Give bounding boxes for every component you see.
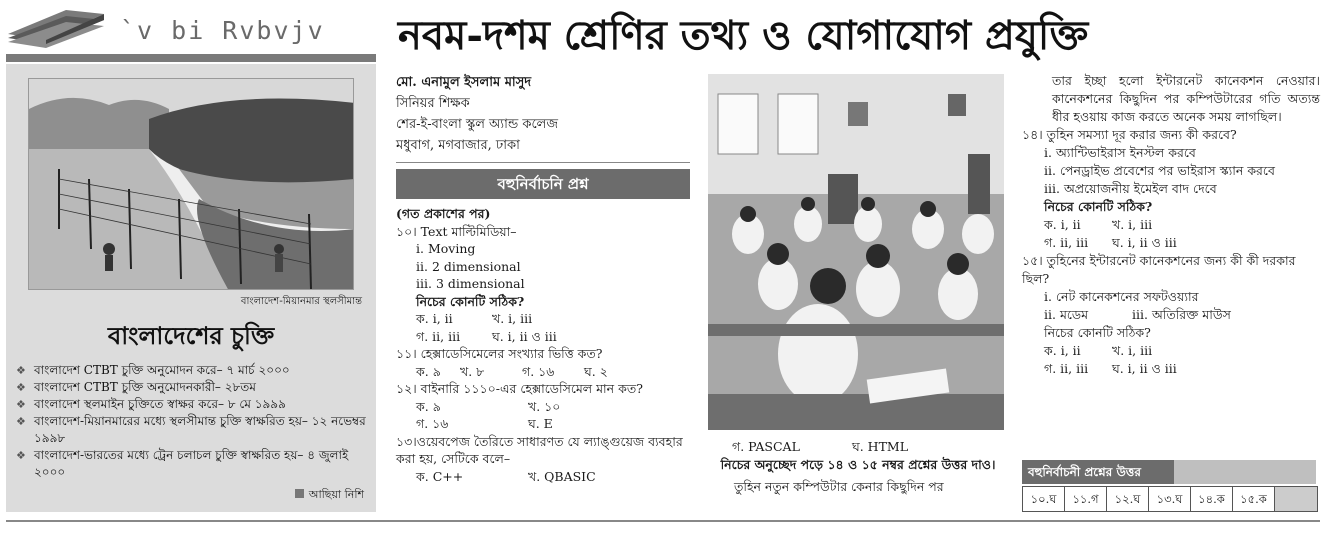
- author-name: মো. এনামুল ইসলাম মাসুদ: [396, 75, 532, 90]
- q14-item-i: i. অ্যান্টিভাইরাস ইনস্টল করবে: [1044, 145, 1196, 160]
- exam-classroom-image: [708, 74, 1004, 430]
- sidebar-panel: [6, 64, 376, 512]
- q10-option-c: গ. ii, iii: [416, 328, 461, 344]
- answer-cell-empty: [1275, 487, 1317, 511]
- border-landscape-image: [29, 79, 354, 290]
- q15-option-d: ঘ. i, ii ও iii: [1112, 361, 1177, 376]
- q10-options-row1: [396, 310, 690, 328]
- right-column: [1022, 72, 1320, 378]
- question-13: ১৩।ওয়েবপেজ তৈরিতে সাধারণত যে ল্যাঙ্গুয়েজ ব্যবহার করা হয়, সেটিকে বলে–: [396, 433, 683, 466]
- divider: [396, 162, 690, 163]
- q15-item-iii: iii. অতিরিক্ত মাউস: [1132, 307, 1231, 322]
- answer-cell: ১৫.ক: [1233, 487, 1275, 511]
- q15-item-i: i. নেট কানেকশনের সফটওয়্যার: [1044, 289, 1199, 304]
- treaty-heading: বাংলাদেশের চুক্তি: [107, 321, 275, 350]
- question-11: ১১। হেক্সাডেসিমেলের সংখ্যার ভিত্তি কত?: [396, 346, 603, 361]
- continued-note: (গত প্রকাশের পর): [396, 206, 491, 221]
- q11-options: [396, 363, 690, 381]
- q10-option-a: ক. i, ii: [416, 311, 453, 326]
- q10-option-b: খ. i, iii: [492, 311, 533, 326]
- list-item: ❖ বাংলাদেশ স্থলমাইন চুক্তিতে স্বাক্ষর করে– ৮ মে ১৯৯৯: [16, 396, 368, 413]
- sidebar-author-name: আছিয়া নিশি: [308, 488, 364, 501]
- bottom-divider: [6, 520, 1320, 522]
- masthead-word: `v bi Rvbvjv: [120, 16, 325, 45]
- q13-options-row1: [396, 468, 690, 486]
- q13-option-c: গ. PASCAL: [732, 439, 800, 454]
- list-item: ❖ বাংলাদেশ CTBT চুক্তি অনুমোদন করে– ৭ মার্চ ২০০০: [16, 362, 368, 379]
- answer-heading: বহুনির্বাচনী প্রশ্নের উত্তর: [1022, 460, 1174, 484]
- q12-option-c: গ. ১৬: [416, 416, 449, 431]
- q14-item-iii: iii. অপ্রয়োজনীয় ইমেইল বাদ দেবে: [1044, 181, 1217, 196]
- q14-options-row2: [1022, 234, 1320, 252]
- q11-option-d: ঘ. ২: [584, 363, 608, 379]
- question-10: ১০। Text মাল্টিমিডিয়া–: [396, 223, 517, 239]
- q10-options-row2: [396, 328, 690, 346]
- list-item: ❖ বাংলাদেশ-ভারতের মধ্যে ট্রেন চলাচল চুক্তি স্বাক্ষরিত হয়– ৪ জুলাই ২০০০: [16, 447, 368, 481]
- q15-options-row1: [1022, 342, 1320, 360]
- passage-continued: তার ইচ্ছা হলো ইন্টারনেট কানেকশন নেওয়ার। কানেকশনের কিছুদিন পর কম্পিউটারের গতি অত্যন্ত ধীর হওয়ায় কাজ করতে অনেক সময় লাগছিল।: [1052, 73, 1320, 124]
- q15-option-c: গ. ii, iii: [1044, 361, 1089, 376]
- q15-which-correct: নিচের কোনটি সঠিক?: [1044, 325, 1151, 340]
- q12-option-d: ঘ. E: [528, 416, 553, 431]
- q11-option-b: খ. ৮: [460, 363, 485, 379]
- answer-cell: ১৩.ঘ: [1149, 487, 1191, 511]
- q14-option-d: ঘ. i, ii ও iii: [1112, 235, 1177, 250]
- books-logo-icon: [6, 4, 106, 52]
- list-item: ❖ বাংলাদেশ CTBT চুক্তি অনুমোদনকারী– ২৮তম: [16, 379, 368, 396]
- author-address: মধুবাগ, মগবাজার, ঢাকা: [396, 138, 520, 153]
- q14-item-ii: ii. পেনড্রাইভ প্রবেশের পর ভাইরাস স্ক্যান করবে: [1044, 163, 1275, 178]
- author-designation: সিনিয়র শিক্ষক: [396, 96, 470, 111]
- page-header: [0, 0, 1323, 66]
- mcq-body: [396, 205, 690, 485]
- center-text-block: [708, 438, 1008, 496]
- author-school: শের-ই-বাংলা স্কুল অ্যান্ড কলেজ: [396, 117, 558, 132]
- q12-option-b: খ. ১০: [528, 398, 561, 414]
- q11-option-c: গ. ১৬: [522, 363, 555, 379]
- q14-which-correct: নিচের কোনটি সঠিক?: [1044, 199, 1153, 214]
- q11-option-a: ক. ৯: [416, 363, 441, 379]
- question-12: ১২। বাইনারি ১১১০-এর হেক্সাডেসিমেল মান কত?: [396, 381, 643, 396]
- q10-option-d: ঘ. i, ii ও iii: [492, 328, 557, 344]
- q12-options-row2: [396, 415, 690, 433]
- answer-cell: ১১.গ: [1065, 487, 1107, 511]
- answer-bar-fill: [1174, 460, 1316, 484]
- answer-cell: ১৪.ক: [1191, 487, 1233, 511]
- list-item: ❖ বাংলাদেশ-মিয়ানমারের মধ্যে স্থলসীমান্ত চুক্তি স্বাক্ষরিত হয়– ১২ নভেম্বর ১৯৯৮: [16, 413, 368, 447]
- answer-table: [1022, 486, 1318, 512]
- q15-option-b: খ. i, iii: [1112, 343, 1153, 358]
- q15-options-row2: [1022, 360, 1320, 378]
- photo-caption: বাংলাদেশ-মিয়ানমার স্থলসীমান্ত: [240, 296, 362, 307]
- author-block: [396, 72, 690, 156]
- header-rule: [6, 54, 376, 62]
- mcq-heading: বহুনির্বাচনি প্রশ্ন: [396, 169, 690, 199]
- q15-items-row: [1022, 306, 1320, 324]
- q15-item-ii: ii. মডেম: [1044, 307, 1089, 322]
- q14-option-a: ক. i, ii: [1044, 217, 1081, 232]
- question-15: ১৫। তুহিনের ইন্টারনেট কানেকশনের জন্য কী কী দরকার ছিল?: [1022, 253, 1296, 286]
- answer-cell: ১০.ঘ: [1023, 487, 1065, 511]
- q14-options-row1: [1022, 216, 1320, 234]
- exam-hall-photo: [708, 74, 1004, 430]
- q14-option-c: গ. ii, iii: [1044, 235, 1089, 250]
- square-bullet-icon: [295, 489, 304, 498]
- q13-options-row2: [708, 438, 1008, 456]
- q12-options-row1: [396, 398, 690, 416]
- q10-item-ii: ii. 2 dimensional: [416, 258, 521, 274]
- page-title: নবম-দশম শ্রেণির তথ্য ও যোগাযোগ প্রযুক্তি: [398, 12, 1089, 59]
- passage-instruction: নিচের অনুচ্ছেদ পড়ে ১৪ ও ১৫ নম্বর প্রশ্নের উত্তর দাও।: [720, 457, 996, 472]
- q15-option-a: ক. i, ii: [1044, 343, 1081, 358]
- question-14: ১৪। তুহিন সমস্যা দূর করার জন্য কী করবে?: [1022, 127, 1237, 142]
- mcq-column: [396, 72, 690, 485]
- answer-cell: ১২.ঘ: [1107, 487, 1149, 511]
- q10-item-iii: iii. 3 dimensional: [416, 276, 525, 291]
- q10-which-correct: নিচের কোনটি সঠিক?: [416, 293, 525, 309]
- q12-option-a: ক. ৯: [416, 398, 441, 414]
- passage-start: তুহিন নতুন কম্পিউটার কেনার কিছুদিন পর: [734, 479, 944, 494]
- q13-option-a: ক. C++: [416, 468, 464, 484]
- border-fence-photo: [28, 78, 354, 290]
- q13-option-b: খ. QBASIC: [528, 468, 596, 484]
- sidebar-author-credit: [295, 486, 364, 505]
- treaty-list: [16, 362, 368, 481]
- q14-option-b: খ. i, iii: [1112, 217, 1153, 232]
- q13-option-d: ঘ. HTML: [852, 439, 909, 454]
- q10-item-i: i. Moving: [416, 241, 476, 256]
